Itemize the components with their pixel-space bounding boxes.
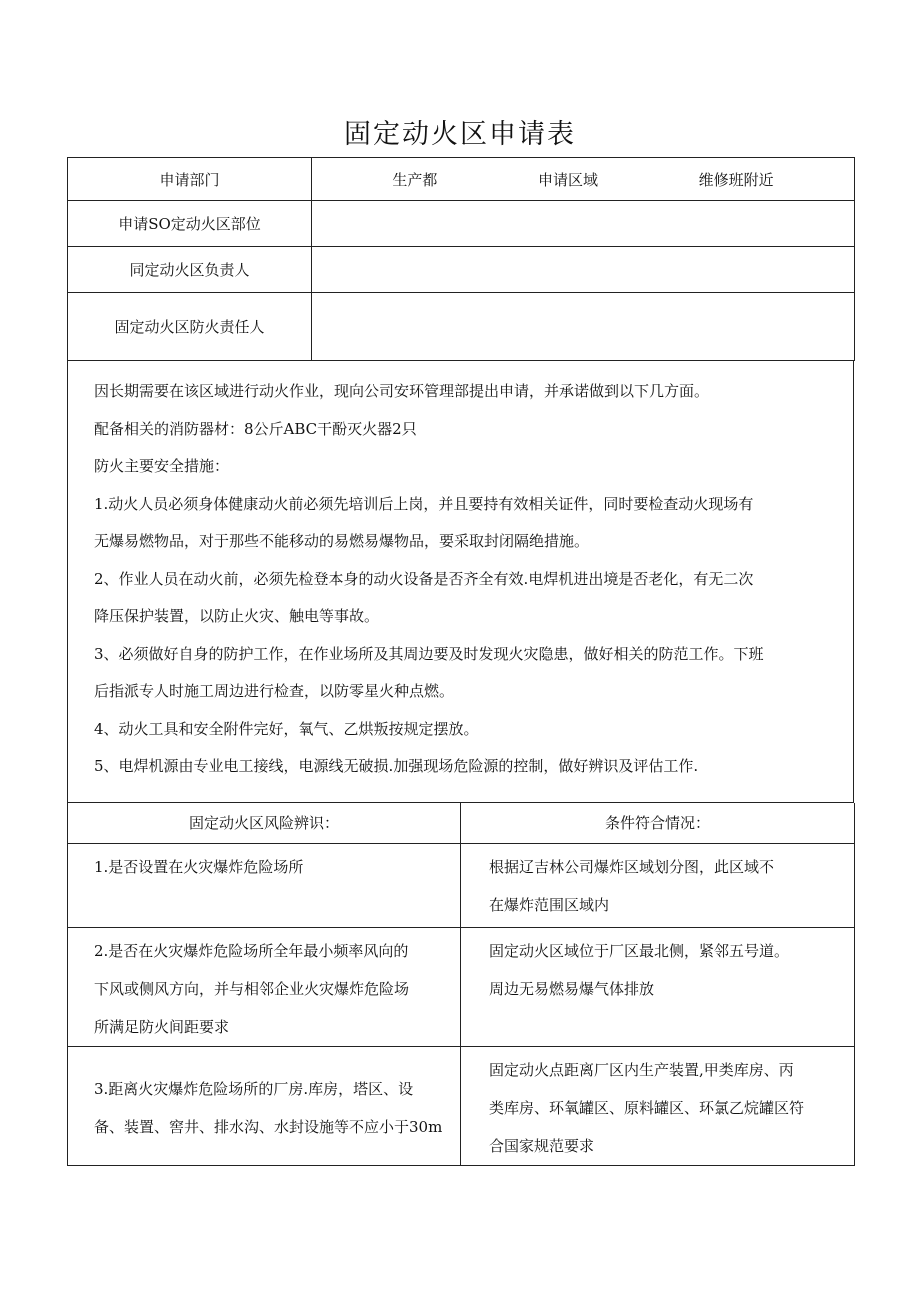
risk-answer-2 <box>461 927 855 1046</box>
fire-officer-value <box>312 293 855 361</box>
risk-question-1-line-1: 1.是否设置在火灾爆炸危险场所 <box>94 857 304 876</box>
measure-2-line-2: 降压保护装置，以防止火灾、触电等事故。 <box>94 607 380 625</box>
dept-value: 生产都 <box>392 170 438 189</box>
measure-3-line-2: 后指派专人时施工周边进行检查，以防零星火种点燃。 <box>94 682 455 700</box>
statement-equipment: 配备相关的消防器材：8公斤ABC干酚灭火器2只 <box>94 419 417 438</box>
area-label: 申请区域 <box>537 170 598 189</box>
measure-1-line-2: 无爆易燃物品，对于那些不能移动的易燃易爆物品，要采取封闭隔绝措施。 <box>94 532 590 550</box>
fire-officer-label: 固定动火区防火责任人 <box>68 293 312 361</box>
statement-measures-heading: 防火主要安全措施： <box>94 457 230 475</box>
risk-question-3-line-1: 3.距离火灾爆炸危险场所的厂房.库房，塔区、设 <box>94 1079 414 1098</box>
page-title: 固定动火区申请表 <box>344 119 576 150</box>
risk-question-1 <box>68 843 461 927</box>
risk-question-2 <box>68 927 461 1046</box>
responsible-value <box>312 247 855 293</box>
responsible-label: 同定动火区负责人 <box>68 247 312 293</box>
statement-intro: 因长期需要在该区域进行动火作业，现向公司安环管理部提出申请，并承诺做到以下几方面。 <box>94 382 710 400</box>
risk-answer-3-line-1: 固定动火点距离厂区内生产装置,甲类库房、丙 <box>489 1060 794 1079</box>
location-value <box>312 201 855 247</box>
risk-answer-3-line-3: 合国家规范要求 <box>489 1136 595 1155</box>
risk-question-3 <box>68 1046 461 1165</box>
risk-question-2-line-2: 下风或侧风方向，并与相邻企业火灾爆炸危险场 <box>94 979 410 998</box>
dept-label: 申请部门 <box>68 158 312 201</box>
area-value: 维修班附近 <box>698 170 774 189</box>
risk-answer-1-line-1: 根据辽吉林公司爆炸区域划分图，此区域不 <box>489 857 775 876</box>
risk-question-2-line-1: 2.是否在火灾爆炸危险场所全年最小频率风向的 <box>94 941 409 960</box>
location-label: 申请SO定动火区部位 <box>68 201 312 247</box>
risk-answer-3 <box>461 1046 855 1165</box>
measure-2-line-1: 2、作业人员在动火前，必须先检登本身的动火设备是否齐全有效.电焊机进出境是否老化，有无二次 <box>94 569 754 588</box>
commitment-statement <box>67 361 854 803</box>
risk-answer-2-line-2: 周边无易燃易爆气体排放 <box>489 979 655 998</box>
risk-answer-1-line-2: 在爆炸范围区域内 <box>489 895 610 914</box>
header-table <box>67 157 855 361</box>
measure-4: 4、动火工具和安全附件完好，氧气、乙烘叛按规定摆放。 <box>94 719 479 738</box>
application-form <box>67 157 854 1166</box>
risk-col-right-header: 条件符合情况： <box>461 803 855 844</box>
risk-question-3-line-2: 备、装置、窖井、排水沟、水封设施等不应小于30m <box>94 1117 443 1136</box>
measure-5: 5、电焊机源由专业电工接线，电源线无破损.加强现场危险源的控制，做好辨识及评估工作. <box>94 757 699 775</box>
measure-1-line-1: 1.动火人员必须身体健康动火前必须先培训后上岗，并且要持有效相关证件，同时要检查动火现场有 <box>94 494 754 513</box>
risk-answer-3-line-2: 类库房、环氧罐区、原料罐区、环氯乙烷罐区符 <box>489 1098 805 1117</box>
risk-answer-1 <box>461 843 855 927</box>
measure-3-line-1: 3、必须做好自身的防护工作，在作业场所及其周边要及时发现火灾隐患，做好相关的防范工作。下班 <box>94 644 764 663</box>
risk-question-2-line-3: 所满足防火间距要求 <box>94 1017 230 1036</box>
risk-col-left-header: 固定动火区风险辨识： <box>68 803 461 844</box>
risk-table <box>67 803 855 1166</box>
dept-area-cell <box>312 158 855 201</box>
risk-answer-2-line-1: 固定动火区域位于厂区最北侧，紧邻五号道。 <box>489 941 790 960</box>
